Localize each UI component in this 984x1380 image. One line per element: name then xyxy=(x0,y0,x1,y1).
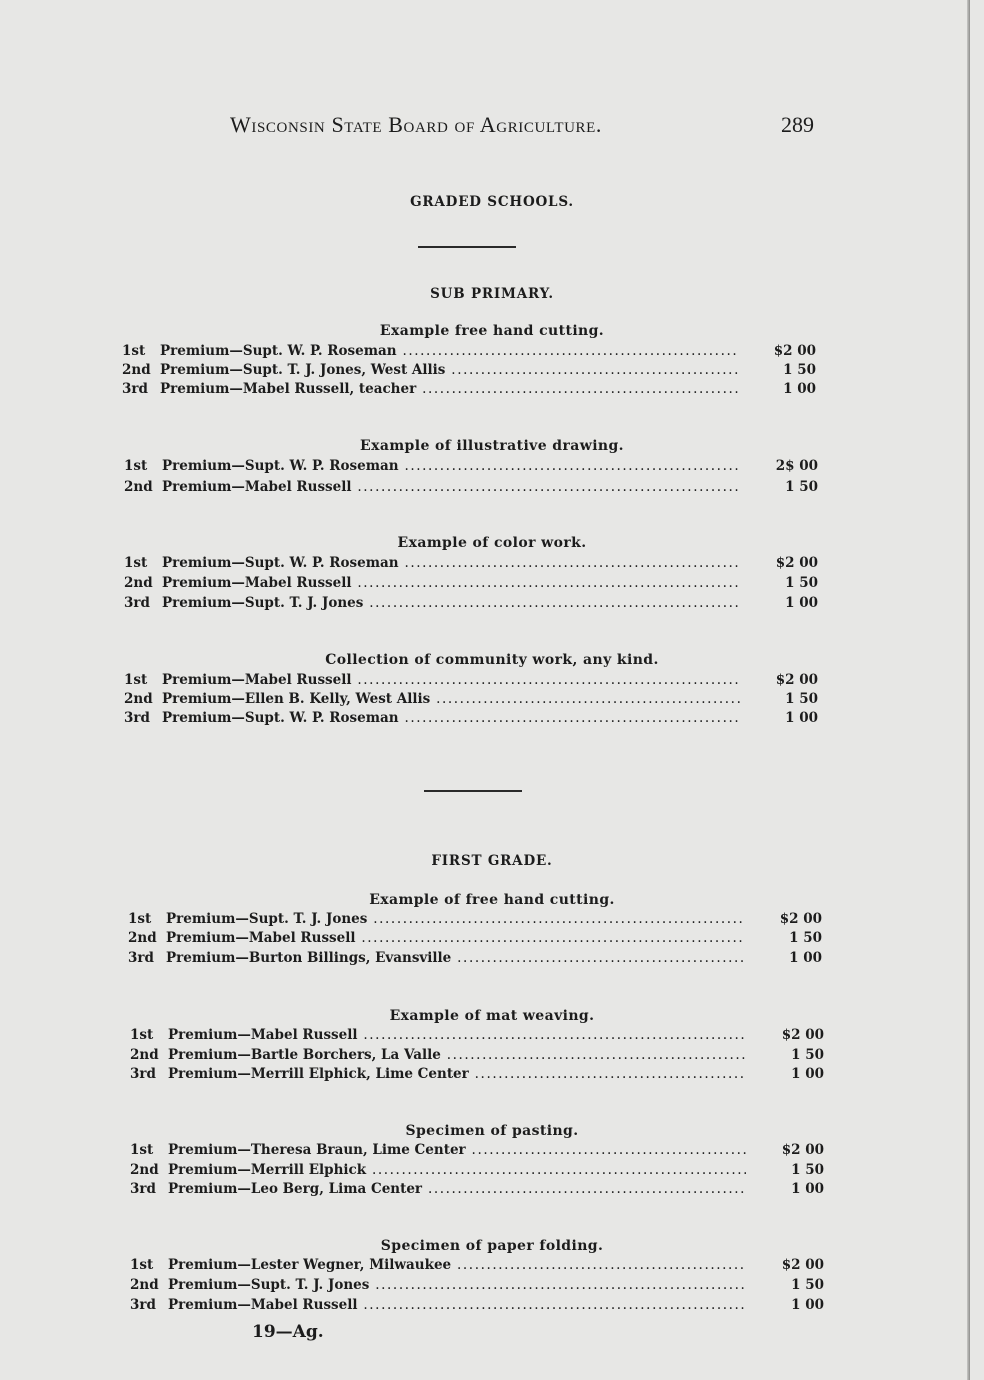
premium-amount: 1 50 xyxy=(791,1162,824,1178)
category-title: Example free hand cutting. xyxy=(379,323,605,339)
premium-entry xyxy=(130,1297,824,1317)
place-label: 1st xyxy=(130,1257,154,1273)
place-label: 2nd xyxy=(124,575,153,591)
winner-name: Premium—Mabel Russell ..... xyxy=(162,672,740,688)
winner-name: Premium—Mabel Russell ..... xyxy=(166,930,744,946)
winner-name: Premium—Supt. W. P. Roseman ..... xyxy=(162,710,740,726)
premium-amount: 1 00 xyxy=(789,950,822,966)
premium-amount: $2 00 xyxy=(773,343,816,359)
premium-entry xyxy=(122,381,816,401)
running-title: Wisconsin State Board of Agriculture. xyxy=(230,112,602,137)
premium-entry xyxy=(124,575,818,595)
premium-entry xyxy=(130,1181,824,1201)
main-heading: GRADED SCHOOLS. xyxy=(410,194,574,210)
winner-name: Premium—Supt. W. P. Roseman ..... xyxy=(162,555,740,571)
premium-entry xyxy=(130,1027,824,1047)
premium-entry xyxy=(130,1047,824,1067)
premium-amount: $2 00 xyxy=(779,911,822,927)
signature-mark: 19—Ag. xyxy=(252,1322,324,1342)
premium-amount: 1 50 xyxy=(791,1047,824,1063)
premium-amount: 1 00 xyxy=(785,595,818,611)
premium-amount: 1 00 xyxy=(783,381,816,397)
winner-name: Premium—Mabel Russell ..... xyxy=(162,575,740,591)
winner-name: Premium—Ellen B. Kelly, West Allis ..... xyxy=(162,691,740,707)
premium-entry xyxy=(128,911,822,931)
place-label: 1st xyxy=(128,911,152,927)
place-label: 2nd xyxy=(124,479,153,495)
divider-rule xyxy=(418,246,516,248)
premium-amount: $2 00 xyxy=(781,1027,824,1043)
premium-amount: 1 50 xyxy=(785,575,818,591)
premium-amount: 1 00 xyxy=(785,710,818,726)
premium-entry xyxy=(124,672,818,692)
premium-entry xyxy=(124,691,818,711)
winner-name: Premium—Bartle Borchers, La Valle ..... xyxy=(168,1047,746,1063)
place-label: 2nd xyxy=(130,1047,159,1063)
place-label: 3rd xyxy=(128,950,154,966)
premium-entry xyxy=(124,595,818,615)
premium-entry xyxy=(124,710,818,730)
winner-name: Premium—Supt. T. J. Jones ..... xyxy=(166,911,744,927)
place-label: 2nd xyxy=(128,930,157,946)
section-heading: FIRST GRADE. xyxy=(431,853,553,869)
place-label: 3rd xyxy=(124,710,150,726)
category-title: Example of free hand cutting. xyxy=(369,892,615,908)
premium-entry xyxy=(130,1142,824,1162)
premium-amount: 1 50 xyxy=(785,479,818,495)
premium-amount: 1 50 xyxy=(789,930,822,946)
premium-amount: 1 00 xyxy=(791,1181,824,1197)
winner-name: Premium—Supt. T. J. Jones ..... xyxy=(162,595,740,611)
section-heading: SUB PRIMARY. xyxy=(430,286,554,302)
category-title: Specimen of pasting. xyxy=(405,1123,579,1139)
winner-name: Premium—Supt. T. J. Jones, West Allis ..... xyxy=(160,362,738,378)
premium-entry xyxy=(128,930,822,950)
premium-entry xyxy=(124,479,818,499)
place-label: 3rd xyxy=(130,1181,156,1197)
running-header xyxy=(230,112,814,142)
place-label: 1st xyxy=(124,555,148,571)
winner-name: Premium—Mabel Russell, teacher ..... xyxy=(160,381,738,397)
page-number: 289 xyxy=(781,112,814,137)
premium-entry xyxy=(130,1257,824,1277)
place-label: 3rd xyxy=(130,1297,156,1313)
premium-amount: 1 50 xyxy=(783,362,816,378)
premium-amount: 1 50 xyxy=(785,691,818,707)
winner-name: Premium—Merrill Elphick ..... xyxy=(168,1162,746,1178)
place-label: 1st xyxy=(124,458,148,474)
place-label: 3rd xyxy=(130,1066,156,1082)
category-title: Collection of community work, any kind. xyxy=(325,652,659,668)
place-label: 2nd xyxy=(130,1162,159,1178)
premium-amount: 2$ 00 xyxy=(775,458,818,474)
premium-entry xyxy=(122,362,816,382)
place-label: 1st xyxy=(124,672,148,688)
premium-amount: $2 00 xyxy=(781,1257,824,1273)
premium-entry xyxy=(124,555,818,575)
place-label: 1st xyxy=(130,1027,154,1043)
divider-rule xyxy=(424,790,522,792)
premium-amount: 1 00 xyxy=(791,1297,824,1313)
premium-entry xyxy=(130,1277,824,1297)
winner-name: Premium—Mabel Russell ..... xyxy=(168,1297,746,1313)
premium-amount: 1 00 xyxy=(791,1066,824,1082)
premium-amount: $2 00 xyxy=(775,672,818,688)
category-title: Example of mat weaving. xyxy=(389,1008,595,1024)
winner-name: Premium—Mabel Russell ..... xyxy=(162,479,740,495)
winner-name: Premium—Leo Berg, Lima Center ..... xyxy=(168,1181,746,1197)
premium-entry xyxy=(128,950,822,970)
premium-entry xyxy=(130,1066,824,1086)
winner-name: Premium—Mabel Russell ..... xyxy=(168,1027,746,1043)
category-title: Specimen of paper folding. xyxy=(380,1238,604,1254)
place-label: 2nd xyxy=(130,1277,159,1293)
winner-name: Premium—Supt. W. P. Roseman ..... xyxy=(162,458,740,474)
premium-amount: $2 00 xyxy=(775,555,818,571)
place-label: 2nd xyxy=(124,691,153,707)
category-title: Example of color work. xyxy=(397,535,587,551)
winner-name: Premium—Burton Billings, Evansville ..... xyxy=(166,950,744,966)
place-label: 1st xyxy=(122,343,146,359)
place-label: 3rd xyxy=(124,595,150,611)
winner-name: Premium—Theresa Braun, Lime Center ..... xyxy=(168,1142,746,1158)
premium-entry xyxy=(124,458,818,478)
place-label: 2nd xyxy=(122,362,151,378)
place-label: 3rd xyxy=(122,381,148,397)
winner-name: Premium—Merrill Elphick, Lime Center ..... xyxy=(168,1066,746,1082)
place-label: 1st xyxy=(130,1142,154,1158)
winner-name: Premium—Lester Wegner, Milwaukee ..... xyxy=(168,1257,746,1273)
winner-name: Premium—Supt. W. P. Roseman ..... xyxy=(160,343,738,359)
winner-name: Premium—Supt. T. J. Jones ..... xyxy=(168,1277,746,1293)
premium-entry xyxy=(130,1162,824,1182)
premium-entry xyxy=(122,343,816,363)
premium-amount: 1 50 xyxy=(791,1277,824,1293)
category-title: Example of illustrative drawing. xyxy=(360,438,624,454)
premium-amount: $2 00 xyxy=(781,1142,824,1158)
